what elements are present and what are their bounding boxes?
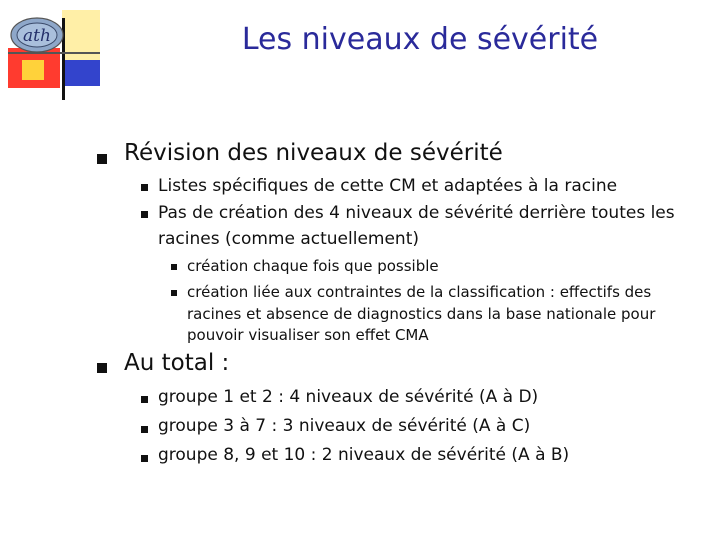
bullet-icon	[97, 154, 107, 164]
bullet-icon	[171, 264, 177, 270]
point-1-sub-2-sub-2-line-1: création liée aux contraintes de la classification : effectifs des	[187, 283, 652, 301]
point-2-text: Au total :	[124, 350, 230, 376]
point-1-text: Révision des niveaux de sévérité	[124, 140, 503, 166]
point-1-sub-2-sub-1: création chaque fois que possible	[187, 257, 439, 275]
point-1-sub-2-line-2: racines (comme actuellement)	[158, 229, 419, 249]
point-1-sub-2-sub-2-line-3: pouvoir visualiser son effet CMA	[187, 326, 429, 344]
bullet-icon	[141, 426, 148, 433]
bullet-icon	[141, 455, 148, 462]
logo-text: ath	[23, 26, 51, 46]
bullet-icon	[141, 396, 148, 403]
point-1-sub-2-sub-2-line-2: racines et absence de diagnostics dans la base nationale pour	[187, 305, 656, 323]
point-2-sub-2: groupe 3 à 7 : 3 niveaux de sévérité (A à C)	[158, 416, 531, 436]
point-1-sub-2-line-1: Pas de création des 4 niveaux de sévérité derrière toutes les	[158, 203, 675, 223]
ath-logo	[0, 0, 110, 105]
point-1-sub-1: Listes spécifiques de cette CM et adaptées à la racine	[158, 176, 618, 196]
bullet-icon	[171, 290, 177, 296]
point-2-sub-3: groupe 8, 9 et 10 : 2 niveaux de sévérité (A à B)	[158, 445, 570, 465]
bullet-icon	[141, 184, 148, 191]
bullet-icon	[141, 211, 148, 218]
bullet-icon	[97, 363, 107, 373]
page-title: Les niveaux de sévérité	[241, 22, 599, 57]
point-2-sub-1: groupe 1 et 2 : 4 niveaux de sévérité (A à D)	[158, 387, 539, 407]
